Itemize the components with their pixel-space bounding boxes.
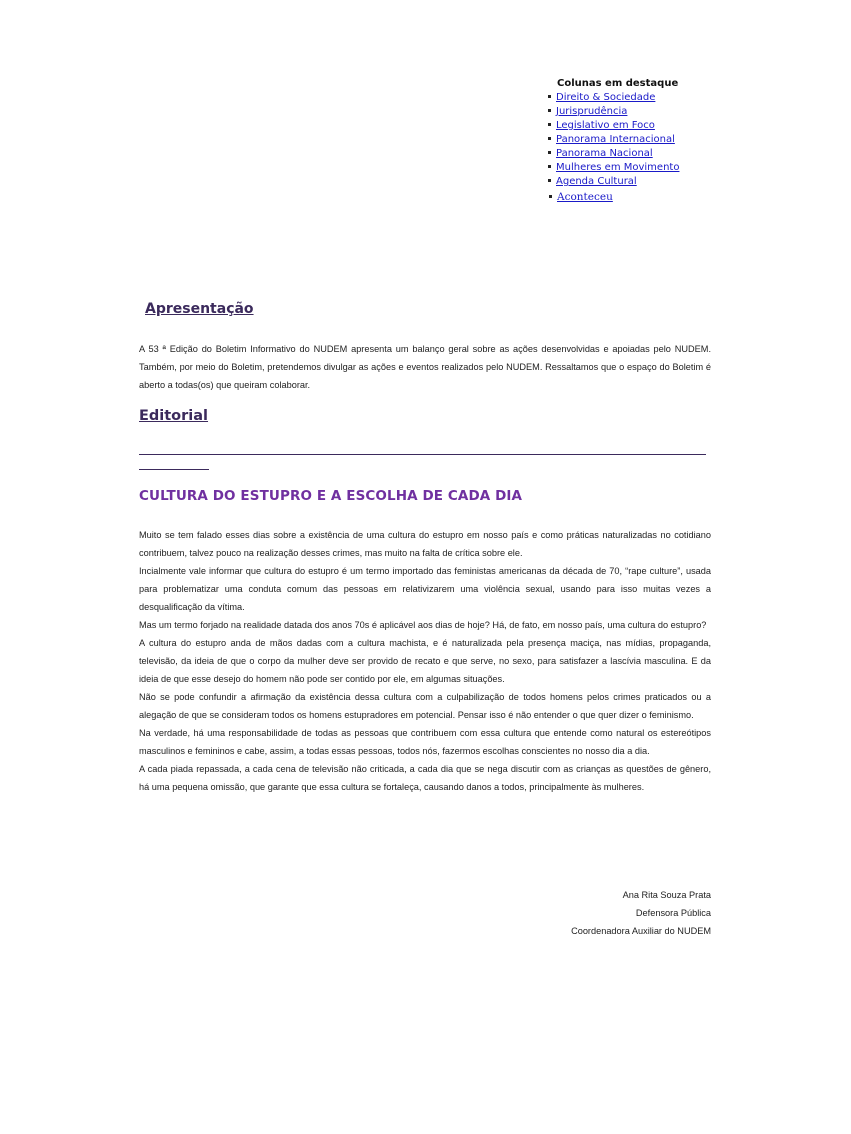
article-paragraph: Não se pode confundir a afirmação da existência dessa cultura com a culpabilização de todos homens pelos crimes praticados ou a alegação de que se consideram todos os homens estupradores em potencial. Pensar isso é não entender o que quer dizer o feminismo. <box>139 692 711 720</box>
featured-columns-title: Colunas em destaque <box>557 78 679 89</box>
divider-line <box>139 454 706 455</box>
section-heading-editorial: Editorial <box>139 408 209 424</box>
article-paragraph: A cada piada repassada, a cada cena de televisão não criticada, a cada dia que se nega discutir com as crianças as questões de gênero, há uma pequena omissão, que garante que essa cultura se fortaleça, causando danos a todos, principalmente às mulheres. <box>139 764 711 792</box>
column-link-agenda-cultural[interactable]: Agenda Cultural <box>556 176 637 187</box>
list-item <box>545 91 765 105</box>
article-paragraph: Muito se tem falado esses dias sobre a existência de uma cultura do estupro em nosso país e como práticas naturalizadas no cotidiano contribuem, talvez pouco na realização desses crimes, mas muito na falta de crítica sobre ele. <box>139 530 711 558</box>
bullet-icon <box>548 179 551 182</box>
bullet-icon <box>549 195 552 198</box>
article-title: CULTURA DO ESTUPRO E A ESCOLHA DE CADA DIA <box>139 488 523 504</box>
column-link-panorama-internacional[interactable]: Panorama Internacional <box>556 134 675 145</box>
column-link-legislativo-em-foco[interactable]: Legislativo em Foco <box>556 120 655 131</box>
signature-name: Ana Rita Souza Prata <box>622 890 711 900</box>
column-link-jurisprudencia[interactable]: Jurisprudência <box>556 106 628 117</box>
article-paragraph: Incialmente vale informar que cultura do estupro é um termo importado das feministas americanas da década de 70, “rape culture”, usada para problematizar uma conduta comum das pessoas em relativizarem uma violência sexual, usando para isso muitas vezes a desqualificação da vítima. <box>139 566 711 612</box>
bullet-icon <box>548 123 551 126</box>
bullet-icon <box>548 151 551 154</box>
article-paragraph: A cultura do estupro anda de mãos dadas com a cultura machista, e é naturalizada pela presença maciça, nas mídias, propaganda, televisão, da ideia de que o corpo da mulher deve ser provido de recato e que serve, no sexo, para satisfazer a lascívia masculina. E da ideia de que esse desejo do homem não pode ser contido por ele, em algumas situações. <box>139 638 711 684</box>
column-link-mulheres-em-movimento[interactable]: Mulheres em Movimento <box>556 162 680 173</box>
bullet-icon <box>548 137 551 140</box>
column-link-panorama-nacional[interactable]: Panorama Nacional <box>556 148 653 159</box>
bullet-icon <box>548 165 551 168</box>
column-link-aconteceu[interactable]: Aconteceu <box>557 191 613 203</box>
featured-columns-list <box>545 91 765 204</box>
signature-role: Defensora Pública <box>635 908 711 918</box>
article-paragraph: Mas um termo forjado na realidade datada dos anos 70s é aplicável aos dias de hoje? Há, de fato, em nosso país, uma cultura do estupro? <box>139 620 707 630</box>
list-item <box>545 175 765 189</box>
list-item <box>545 133 765 147</box>
list-item <box>545 161 765 175</box>
bullet-icon <box>548 95 551 98</box>
list-item <box>545 147 765 161</box>
apresentacao-text: A 53 ª Edição do Boletim Informativo do NUDEM apresenta um balanço geral sobre as ações desenvolvidas e apoiadas pelo NUDEM. Também, por meio do Boletim, pretendemos divulgar as ações e eventos realizados pelo NUDEM. Ressaltamos que o espaço do Boletim é aberto a todas(os) que queiram colaborar. <box>139 344 711 390</box>
featured-columns <box>545 77 765 204</box>
signature-block <box>571 886 711 940</box>
article-body <box>139 526 711 796</box>
divider-line-short <box>139 469 209 470</box>
section-heading-apresentacao: Apresentação <box>145 301 254 317</box>
column-link-direito-sociedade[interactable]: Direito & Sociedade <box>556 92 656 103</box>
list-item <box>545 105 765 119</box>
signature-position: Coordenadora Auxiliar do NUDEM <box>571 926 711 936</box>
list-item <box>545 119 765 133</box>
list-item <box>545 190 765 204</box>
bullet-icon <box>548 109 551 112</box>
article-paragraph: Na verdade, há uma responsabilidade de todas as pessoas que contribuem com essa cultura que entende como natural os estereótipos masculinos e femininos e cabe, assim, a todas essas pessoas, todos nós, fazermos escolhas conscientes no nosso dia a dia. <box>139 728 711 756</box>
